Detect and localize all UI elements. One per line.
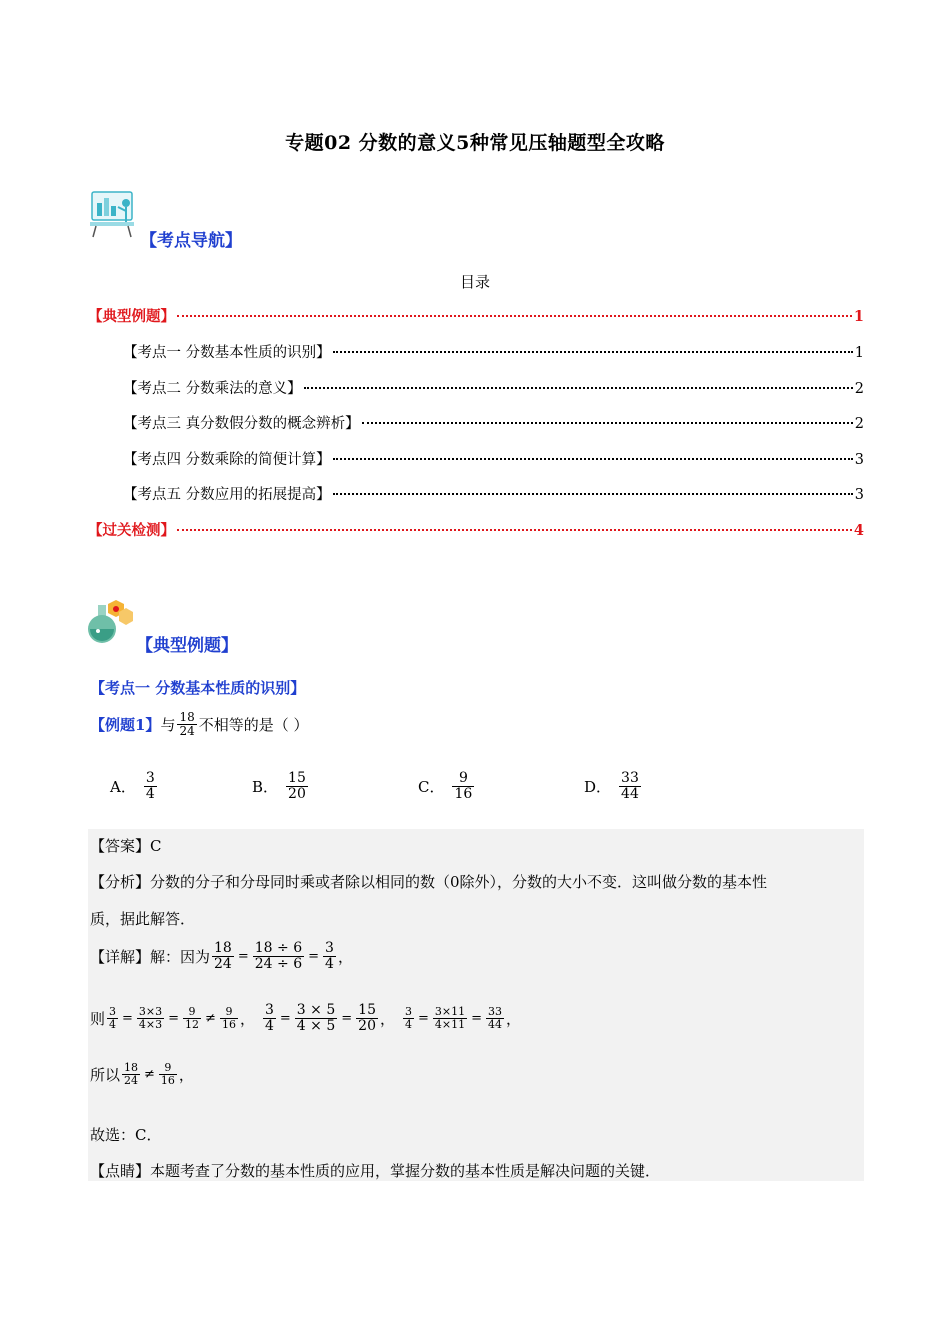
denominator: 4×11 bbox=[434, 1017, 466, 1031]
toc-entry[interactable] bbox=[88, 305, 864, 326]
denominator: 16 bbox=[160, 1073, 175, 1087]
option-letter: D． bbox=[584, 777, 612, 796]
toc-page-number: 2 bbox=[854, 381, 864, 397]
question-post: 不相等的是（ ） bbox=[198, 715, 309, 734]
toc-title: 目录 bbox=[459, 273, 490, 291]
option-letter: A． bbox=[110, 777, 136, 796]
toc-entry-label: 【考点一 分数基本性质的识别】 bbox=[123, 345, 331, 361]
fraction bbox=[323, 941, 336, 971]
numerator: 3 bbox=[109, 1005, 117, 1019]
numerator: 18 bbox=[179, 710, 195, 724]
option-c[interactable] bbox=[418, 771, 476, 801]
answer-line: 【答案】C bbox=[90, 837, 162, 855]
toc-entry-label: 【典型例题】 bbox=[88, 308, 175, 325]
denominator: 16 bbox=[454, 785, 473, 802]
equals-sign: = bbox=[237, 948, 249, 964]
fraction bbox=[452, 771, 474, 801]
numerator: 15 bbox=[288, 770, 306, 786]
denominator: 4 × 5 bbox=[296, 1017, 336, 1034]
numerator: 3 bbox=[145, 770, 155, 786]
fraction bbox=[137, 1006, 164, 1030]
denominator: 12 bbox=[185, 1017, 200, 1031]
fraction bbox=[220, 1006, 238, 1030]
equals-sign: = bbox=[122, 1010, 133, 1026]
fraction bbox=[286, 771, 308, 801]
numerator: 3×11 bbox=[434, 1005, 466, 1019]
not-equal-sign: ≠ bbox=[144, 1066, 155, 1082]
denominator: 20 bbox=[358, 1017, 376, 1034]
then-prefix: 则 bbox=[90, 1009, 106, 1028]
lab-flask-icon bbox=[86, 597, 136, 645]
numerator: 18 bbox=[124, 1061, 139, 1074]
denominator: 4 bbox=[145, 785, 155, 802]
denominator: 44 bbox=[621, 785, 639, 802]
toc-page-number: 1 bbox=[854, 345, 864, 361]
then-line bbox=[90, 1003, 521, 1033]
numerator: 15 bbox=[358, 1002, 376, 1018]
equals-sign: = bbox=[308, 948, 320, 964]
fraction bbox=[433, 1006, 467, 1030]
denominator: 24 ÷ 6 bbox=[254, 955, 303, 972]
punctuation: ， bbox=[379, 1009, 395, 1028]
denominator: 4 bbox=[264, 1017, 274, 1034]
numerator: 3 bbox=[325, 940, 334, 956]
option-d[interactable] bbox=[584, 771, 643, 801]
equals-sign: = bbox=[279, 1010, 291, 1026]
fraction bbox=[107, 1006, 118, 1030]
numerator: 33 bbox=[488, 1005, 503, 1019]
fraction bbox=[144, 771, 157, 801]
toc-leader bbox=[304, 387, 853, 389]
toc-entry-label: 【考点二 分数乘法的意义】 bbox=[123, 381, 302, 397]
punctuation: ， bbox=[337, 947, 353, 966]
punctuation: ， bbox=[239, 1009, 255, 1028]
examples-heading: 【典型例题】 bbox=[136, 636, 238, 656]
denominator: 4 bbox=[325, 955, 334, 972]
fraction bbox=[183, 1006, 201, 1030]
toc-page-number: 1 bbox=[853, 308, 864, 325]
fraction bbox=[212, 941, 234, 971]
fraction bbox=[295, 1003, 337, 1033]
numerator: 18 bbox=[214, 940, 232, 956]
example-question bbox=[90, 711, 309, 737]
denominator: 24 bbox=[214, 955, 232, 972]
option-letter: C． bbox=[418, 777, 445, 796]
toc-leader bbox=[333, 493, 853, 495]
denominator: 20 bbox=[288, 785, 306, 802]
numerator: 9 bbox=[458, 770, 468, 786]
document-title: 专题02 分数的意义5种常见压轴题型全攻略 bbox=[285, 132, 665, 154]
choose-line: 故选：C． bbox=[90, 1126, 162, 1144]
toc-entry-label: 【过关检测】 bbox=[88, 522, 175, 539]
fraction bbox=[253, 941, 304, 971]
punctuation: ， bbox=[506, 1009, 522, 1028]
toc-entry-label: 【考点四 分数乘除的简便计算】 bbox=[123, 452, 331, 468]
comment-line: 【点睛】本题考查了分数的基本性质的应用，掌握分数的基本性质是解决问题的关键． bbox=[90, 1162, 661, 1180]
fraction bbox=[263, 1003, 276, 1033]
equals-sign: = bbox=[418, 1010, 429, 1026]
denominator: 4 bbox=[109, 1017, 117, 1031]
option-letter: B． bbox=[252, 777, 279, 796]
numerator: 3×3 bbox=[138, 1005, 163, 1019]
fraction bbox=[122, 1062, 140, 1086]
toc-leader bbox=[177, 529, 852, 531]
toc-entry[interactable] bbox=[123, 448, 864, 469]
denominator: 44 bbox=[488, 1017, 503, 1031]
punctuation: ， bbox=[178, 1065, 194, 1084]
numerator: 3 × 5 bbox=[296, 1002, 336, 1018]
denominator: 24 bbox=[179, 723, 195, 738]
numerator: 9 bbox=[188, 1005, 196, 1019]
toc-entry[interactable] bbox=[123, 341, 864, 362]
not-equal-sign: ≠ bbox=[205, 1010, 216, 1026]
nav-heading: 【考点导航】 bbox=[140, 231, 242, 251]
toc-leader bbox=[362, 422, 853, 424]
denominator: 4 bbox=[405, 1017, 412, 1031]
point-one-heading: 【考点一 分数基本性质的识别】 bbox=[90, 679, 306, 697]
so-prefix: 所以 bbox=[90, 1065, 121, 1084]
equals-sign: = bbox=[471, 1010, 483, 1026]
numerator: 33 bbox=[621, 770, 639, 786]
so-line bbox=[90, 1062, 194, 1086]
numerator: 9 bbox=[164, 1061, 172, 1074]
toc-entry[interactable] bbox=[88, 519, 864, 540]
numerator: 18 ÷ 6 bbox=[254, 940, 303, 956]
fraction bbox=[619, 771, 641, 801]
question-pre: 与 bbox=[160, 715, 176, 734]
numerator: 3 bbox=[405, 1005, 412, 1019]
toc-entry-label: 【考点五 分数应用的拓展提高】 bbox=[123, 487, 331, 503]
detail-line bbox=[90, 941, 353, 971]
fraction bbox=[403, 1006, 414, 1030]
toc-leader bbox=[177, 315, 852, 317]
equals-sign: = bbox=[168, 1010, 180, 1026]
fraction bbox=[177, 711, 196, 737]
numerator: 3 bbox=[264, 1002, 274, 1018]
fraction bbox=[356, 1003, 378, 1033]
toc-entry[interactable] bbox=[123, 483, 864, 504]
example-label: 【例题1】 bbox=[90, 715, 161, 734]
toc-entry[interactable] bbox=[123, 377, 864, 398]
teaching-board-icon bbox=[88, 189, 138, 239]
analysis-line-2: 质，据此解答． bbox=[90, 910, 196, 928]
denominator: 4×3 bbox=[138, 1017, 163, 1031]
numerator: 9 bbox=[225, 1005, 233, 1019]
equals-sign: = bbox=[341, 1010, 353, 1026]
toc-page-number: 2 bbox=[854, 416, 864, 432]
toc-entry[interactable] bbox=[123, 412, 864, 433]
option-a[interactable] bbox=[110, 771, 159, 801]
toc-page-number: 4 bbox=[853, 522, 864, 539]
denominator: 24 bbox=[124, 1073, 139, 1087]
toc-leader bbox=[333, 458, 853, 460]
denominator: 16 bbox=[221, 1017, 236, 1031]
fraction bbox=[486, 1006, 504, 1030]
toc-entry-label: 【考点三 真分数假分数的概念辨析】 bbox=[123, 416, 360, 432]
fraction bbox=[159, 1062, 177, 1086]
detail-prefix: 【详解】解：因为 bbox=[90, 947, 211, 966]
option-b[interactable] bbox=[252, 771, 310, 801]
analysis-line-1: 【分析】分数的分子和分母同时乘或者除以相同的数（0除外），分数的大小不变．这叫做分数的基本性 bbox=[90, 873, 768, 891]
toc-leader bbox=[333, 351, 853, 353]
toc-page-number: 3 bbox=[854, 452, 864, 468]
toc-page-number: 3 bbox=[854, 487, 864, 503]
